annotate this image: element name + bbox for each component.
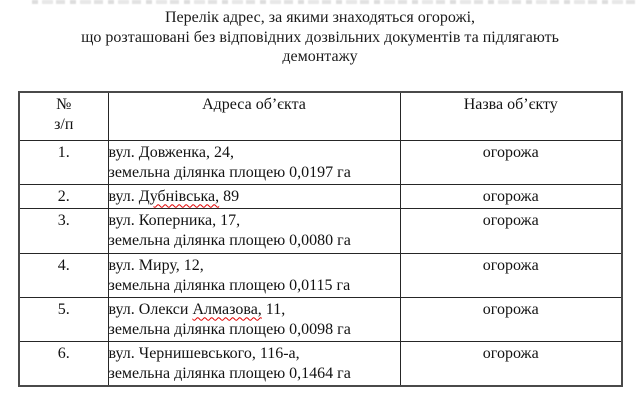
row-number: 3.: [19, 208, 108, 253]
title-line-2: що розташовані без відповідних дозвільних документів та підлягають: [81, 28, 559, 46]
address-line-2: земельна ділянка площею 0,0080 га: [108, 231, 351, 249]
address-text: вул. Коперника, 17,: [108, 211, 241, 229]
misspelled-word: Алмазова,: [192, 300, 262, 318]
fences-demolition-table: [18, 91, 623, 387]
table-header-row: [19, 92, 622, 141]
table-row: [19, 184, 622, 208]
address-line-1: [109, 211, 400, 231]
address-line-1: [109, 143, 400, 163]
row-object-name: огорожа: [400, 253, 622, 297]
row-number: 1.: [19, 140, 108, 184]
address-line-1: [109, 300, 400, 320]
row-number: 2.: [19, 184, 108, 208]
row-address: [108, 341, 400, 386]
header-number-line-1: №: [56, 95, 72, 113]
header-address-column: Адреса об’єкта: [108, 92, 400, 141]
address-text: 11,: [261, 300, 286, 318]
address-line-1: [109, 256, 400, 276]
address-text: вул. Чернишевського, 116-а,: [108, 344, 300, 362]
address-line-2: земельна ділянка площею 0,0197 га: [108, 163, 351, 181]
address-line-2: земельна ділянка площею 0,0098 га: [108, 320, 351, 338]
title-line-1: Перелік адрес, за якими знаходяться огорожі,: [164, 9, 476, 26]
top-edge-artifact: [32, 0, 640, 4]
table-row: [19, 253, 622, 297]
table-row: [19, 341, 622, 386]
row-object-name: огорожа: [400, 297, 622, 341]
header-object-name-column: Назва об’єкту: [400, 92, 622, 141]
row-object-name: огорожа: [400, 140, 622, 184]
address-text: вул. Миру, 12,: [108, 256, 204, 274]
row-address: [108, 208, 400, 253]
row-number: 5.: [19, 297, 108, 341]
row-address: [108, 140, 400, 184]
row-address: [108, 297, 400, 341]
address-text: 89: [219, 187, 240, 205]
row-object-name: огорожа: [400, 208, 622, 253]
row-number: 6.: [19, 341, 108, 386]
address-text: вул. Олекси: [108, 300, 193, 318]
address-line-1: [109, 344, 400, 364]
table-row: [19, 140, 622, 184]
address-text: вул.: [108, 187, 139, 205]
title-line-3: демонтажу: [282, 48, 358, 65]
misspelled-word: Дубнівська,: [138, 187, 220, 205]
row-object-name: огорожа: [400, 341, 622, 386]
document-title: [0, 8, 640, 67]
row-address: [108, 184, 400, 208]
table-row: [19, 297, 622, 341]
row-address: [108, 253, 400, 297]
address-text: вул. Довженка, 24,: [108, 143, 234, 161]
table-row: [19, 208, 622, 253]
header-number-column: [19, 92, 108, 141]
row-number: 4.: [19, 253, 108, 297]
address-line-1: [109, 187, 400, 207]
address-line-2: земельна ділянка площею 0,1464 га: [108, 364, 351, 382]
row-object-name: огорожа: [400, 184, 622, 208]
address-line-2: земельна ділянка площею 0,0115 га: [108, 276, 351, 294]
header-number-line-2: з/п: [54, 115, 74, 133]
